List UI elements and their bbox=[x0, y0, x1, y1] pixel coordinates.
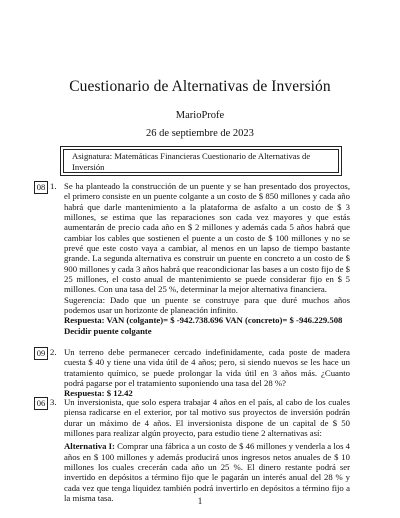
document-date: 26 de septiembre de 2023 bbox=[146, 128, 254, 139]
question-number: 2. bbox=[50, 347, 57, 357]
subject-text: Asignatura: Matemáticas Financieras Cuestionario de Alternativas de Inversión bbox=[63, 149, 339, 173]
document-title: Cuestionario de Alternativas de Inversión bbox=[69, 78, 331, 95]
question-tag: 08 bbox=[34, 181, 48, 194]
question-hint: Sugerencia: Dado que un puente se construye para que duré muchos años podemos usar un horizonte de planeación infinito. bbox=[64, 294, 350, 316]
question-item bbox=[50, 347, 350, 399]
question-number: 3. bbox=[50, 397, 57, 407]
question-tag: 06 bbox=[34, 397, 48, 410]
question-answer: Respuesta: $ 12.42 bbox=[64, 388, 133, 399]
page-number: 1 bbox=[197, 496, 203, 506]
document-author: MarioProfe bbox=[175, 110, 225, 121]
question-tag: 09 bbox=[34, 347, 48, 360]
question-text: Se ha planteado la construcción de un puente y se han presentado dos proyectos, el primero consiste en un puente colgante a un costo de $ 850 millones y cada año habrá que darle mantenimiento a la plataforma de asfalto a un costo de $ 3 millones, se estima que las reparaciones son cada vez mayores y que estás aumentarán de precio cada año en $ 2 millones y además cada 5 años habrá que cambiar los cables que sostienen el puente a un costo de $ 100 millones y no se prevé que este costo vaya a cambiar, al menos en un lapso de tiempo bastante grande. La segunda alternativa es construir un puente en concreto a un costo de $ 900 millones y cada 3 años habrá que reacondicionar las bases a un costo fijo de $ 25 millones, el costo anual de mantenimiento se puede considerar fijo en $ 5 millones. Con una tasa del 25 %, determinar la mejor alternativa financiera. bbox=[64, 181, 350, 295]
question-item bbox=[50, 397, 350, 503]
question-answer: Respuesta: VAN (colgante)= $ -942.738.696 VAN (concreto)= $ -946.229.508 bbox=[64, 315, 343, 326]
question-text: Un terreno debe permanecer cercado indefinidamente, cada poste de madera cuesta $ 40 y tiene una vida útil de 4 años; pero, si siendo nuevos se les hace un tratamiento químico, se puede prolongar la vida útil en 3 años más. ¿Cuanto podrá pagarse por el tratamiento suponiendo una tasa del 28 %? bbox=[64, 347, 350, 389]
question-number: 1. bbox=[50, 181, 57, 191]
alternative-paragraph bbox=[64, 441, 350, 503]
alternative-text: Comprar una fábrica a un costo de $ 46 millones y venderla a los 4 años en $ 100 millones y además producirá unos ingresos netos anuales de $ 10 millones los cuales crecerán cada año un 25 %. El dinero restante podrá ser invertido en depósitos a término fijo que le pagarán un interés anual del 28 % y cada vez que tenga liquidez también podrá invertirlo en depósitos a término fijo a la misma tasa. bbox=[64, 441, 350, 504]
alternative-label: Alternativa I: bbox=[64, 441, 115, 452]
question-decision: Decidir puente colgante bbox=[64, 325, 152, 336]
subject-box bbox=[60, 146, 342, 176]
question-item bbox=[50, 181, 350, 336]
question-text: Un inversionista, que solo espera trabajar 4 años en el país, al cabo de los cuales piensa radicarse en el exterior, por tal motivo sus proyectos de inversión podrán durar un máximo de 4 años. El inversionista dispone de un capital de $ 50 millones para realizar algún proyecto, para estudio tiene 2 alternativas así: bbox=[64, 397, 350, 439]
